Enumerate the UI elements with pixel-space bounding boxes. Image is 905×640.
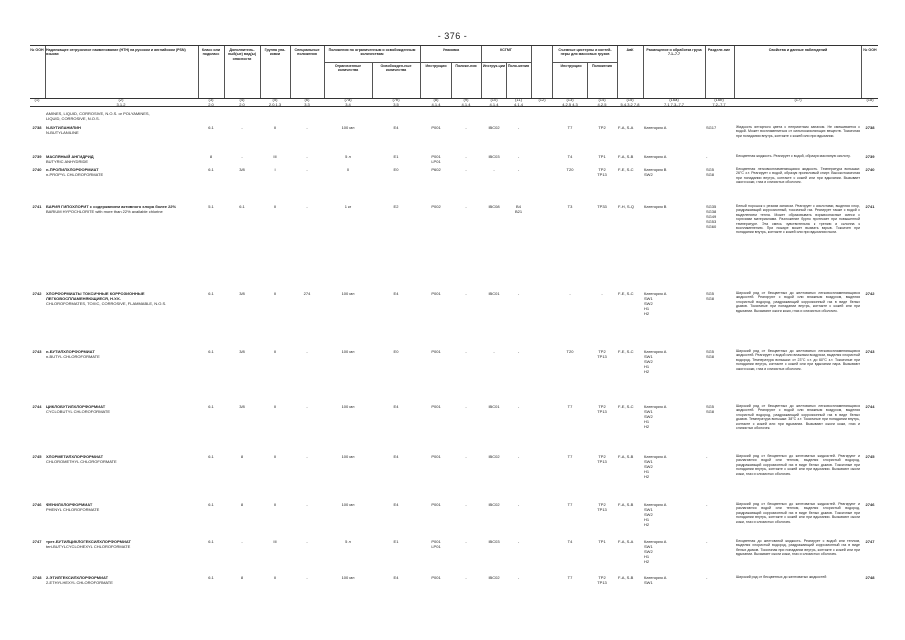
cell-un-number-right: 2742 bbox=[865, 291, 875, 296]
cell-packing-group: II bbox=[273, 454, 277, 459]
cell-tank-provisions: TP2 TP13 bbox=[597, 404, 607, 414]
cell-packing-instructions: P001 bbox=[431, 125, 441, 130]
cell-segregation: SG5 SG8 bbox=[706, 167, 715, 177]
cell-ibc-provisions: B4 B21 bbox=[514, 204, 523, 214]
cell-excepted-quantity: E4 bbox=[393, 125, 399, 130]
cell-special-provisions: - bbox=[306, 404, 308, 409]
cell-segregation: SG5 SG8 bbox=[706, 404, 715, 414]
col-17: (17) bbox=[794, 97, 802, 102]
cell-class: 6.1 bbox=[208, 404, 214, 409]
cell-ibc-instructions: IBC03 bbox=[488, 154, 500, 159]
cell-stowage: Категория A SW1 SW2 H1 H2 bbox=[644, 539, 667, 564]
cell-tank-provisions: TP33 bbox=[597, 204, 607, 209]
cell-packing-group: II bbox=[273, 291, 277, 296]
col-3: (3) 2.0 bbox=[208, 97, 214, 107]
col-18: (18) bbox=[866, 97, 874, 102]
cell-ems: F-E, S-C bbox=[618, 291, 634, 296]
cell-properties: Широкий ряд от бесцветных до желтоватых жидкостей. Реагируют и разлагаются водой или теплом, выделяя хлористый водород, раздражающий коррозионный газ в виде белых дымов. Токсичные при попадании внутрь, контакте с кожей или при вдыхании. Вызывают ожоги кожи, глаз и слизистых оболочек. bbox=[736, 502, 860, 524]
cell-class: 6.1 bbox=[208, 291, 214, 296]
cell-packing-instructions: P001 bbox=[431, 454, 441, 459]
cell-limited-quantity: 0 bbox=[346, 167, 350, 172]
cell-subsidiary-risk: 3/8 bbox=[239, 167, 245, 172]
cell-ibc-instructions: IBC02 bbox=[488, 454, 500, 459]
cell-properties: Белый порошок с резким запахом. Реагирует с кислотами, выделяя хлор, раздражающий коррозионный, токсичный газ. Реагирует также с водой с выделением тепла. Может образовывать взрывоопасные смеси с горючими материалами. Разложение бурно протекает при повышенной температуре. Эта смесь чувствительна к трению и склонна к воспламенению. При пожаре может вызвать взрыв. Токсичен при попадании внутрь, контакте с кожей или при вдыхании пыли. bbox=[736, 204, 860, 235]
cell-properties: Жидкость янтарного цвета с неприятным запахом. Не смешивается с водой. Может воспламениться от сильноокисляющих веществ. Токсичная при попадании внутрь, контакте с кожей или при вдыхании. bbox=[736, 125, 860, 138]
cell-un-number: 2742 bbox=[32, 291, 42, 296]
name-en: tert-BUTYLCYCLOHEXYL CHLOROFORMATE bbox=[46, 544, 131, 549]
cell-packing-provisions: - bbox=[465, 575, 467, 580]
col-16b: (16b) 7.2–7.7 bbox=[712, 97, 726, 107]
cell-packing-group: III bbox=[273, 539, 277, 544]
cell-packing-provisions: - bbox=[465, 539, 467, 544]
col-7b: (7b) 3.5 bbox=[392, 97, 400, 107]
cell-segregation: - bbox=[706, 575, 708, 580]
cell-segregation: SG35 SG38 SG49 SG53 SG60 bbox=[706, 204, 717, 229]
cell-ems: F-E, S-C bbox=[618, 349, 634, 354]
cell-limited-quantity: 100 мл bbox=[341, 404, 355, 409]
table-row bbox=[30, 502, 878, 538]
cell-stowage: Категория B SW2 bbox=[644, 167, 667, 177]
table-header bbox=[30, 45, 878, 99]
cell-segregation: - bbox=[706, 539, 708, 544]
cell-shipping-name bbox=[46, 291, 196, 306]
cell-packing-group: I bbox=[274, 167, 276, 172]
cell-excepted-quantity: E4 bbox=[393, 404, 399, 409]
cell-un-number: 2746 bbox=[32, 502, 42, 507]
table-row bbox=[30, 167, 878, 203]
table-row bbox=[30, 539, 878, 574]
name-ru: н-БУТИЛХЛОРФОРМИАТ bbox=[46, 349, 95, 354]
cell-ems: F-A, S-A bbox=[618, 125, 634, 130]
cell-tank-provisions: TP2 TP13 bbox=[597, 454, 607, 464]
cell-shipping-name bbox=[46, 154, 196, 164]
col-9: (9) 4.1.4 bbox=[461, 97, 471, 107]
cell-subsidiary-risk: 8 bbox=[240, 502, 244, 507]
cell-un-number-right: 2739 bbox=[865, 154, 875, 159]
cell-packing-group: II bbox=[273, 204, 277, 209]
cell-packing-provisions: - bbox=[465, 125, 467, 130]
cell-class: 6.1 bbox=[208, 502, 214, 507]
cell-packing-instructions: P001 bbox=[431, 349, 441, 354]
header-properties: Свойства и данные наблюдений bbox=[768, 48, 828, 52]
column-numbers bbox=[30, 97, 878, 107]
cell-excepted-quantity: E4 bbox=[393, 575, 399, 580]
cell-shipping-name bbox=[46, 349, 196, 359]
cell-ems: F-A, S-B bbox=[618, 154, 634, 159]
name-en: CHLOROFORMATES, TOXIC, CORROSIVE, FLAMMABLE, N.O.S. bbox=[46, 301, 167, 306]
cell-subsidiary-risk: 3/8 bbox=[239, 349, 245, 354]
cell-special-provisions: 274 bbox=[303, 291, 311, 296]
col-15: (15) 5.4.3.2 7.8 bbox=[620, 97, 640, 107]
cell-ems: F-A, S-A bbox=[618, 539, 634, 544]
col-5: (5) 2.0.1.3 bbox=[268, 97, 282, 107]
col-6: (6) 3.3 bbox=[304, 97, 310, 107]
cell-stowage: Категория А bbox=[644, 125, 667, 130]
cell-shipping-name bbox=[46, 204, 196, 214]
cell-segregation: - bbox=[706, 454, 708, 459]
cell-tank-instructions: T7 bbox=[567, 502, 573, 507]
cell-stowage: Категория A SW1 SW2 H1 H2 bbox=[644, 502, 667, 527]
cell-special-provisions: - bbox=[306, 204, 308, 209]
cell-packing-instructions: P001 bbox=[431, 575, 441, 580]
name-ru: ЦИКЛОБУТИЛХЛОРФОРМИАТ bbox=[46, 404, 106, 409]
cell-packing-instructions: P001 LP01 bbox=[431, 154, 441, 164]
cell-un-number: 2748 bbox=[32, 575, 42, 580]
cell-packing-provisions: - bbox=[465, 349, 467, 354]
cell-packing-group: II bbox=[273, 125, 277, 130]
name-en: 2-ETHYLHEXYL CHLOROFORMATE bbox=[46, 580, 113, 585]
cell-tank-provisions: TP2 TP13 bbox=[597, 575, 607, 585]
cell-packing-instructions: P001 bbox=[431, 404, 441, 409]
cell-stowage: Категория A SW1 SW2 H1 H2 bbox=[644, 291, 667, 316]
cell-packing-provisions: - bbox=[465, 454, 467, 459]
header-excepted-qty: Освобожден-ные количества bbox=[380, 64, 412, 73]
cell-limited-quantity: 100 мл bbox=[341, 349, 355, 354]
cell-stowage: Категория A SW1 SW2 H1 H2 bbox=[644, 454, 667, 479]
cell-limited-quantity: 100 мл bbox=[341, 291, 355, 296]
cell-packing-provisions: - bbox=[465, 404, 467, 409]
cell-segregation: - bbox=[706, 502, 708, 507]
cell-class: 6.1 bbox=[208, 125, 214, 130]
name-ru: н-ПРОПИЛХЛОРФОРМИАТ bbox=[46, 167, 99, 172]
cell-ibc-provisions: - bbox=[517, 454, 520, 459]
cell-ibc-provisions: - bbox=[517, 154, 520, 159]
cell-stowage: Категория B bbox=[644, 204, 667, 209]
name-en: BARIUM HYPOCHLORITE with more than 22% available chlorine bbox=[46, 209, 163, 214]
header-packing-provisions: Положе-ния bbox=[455, 64, 477, 68]
name-ru: ХЛОРФОРМИАТЫ ТОКСИЧНЫЕ КОРРОЗИОННЫЕ ЛЕГКОВОСПЛАМЕНЯЮЩИЕСЯ, Н.У.К. bbox=[46, 291, 145, 301]
table-row bbox=[30, 404, 878, 453]
table-row bbox=[30, 349, 878, 403]
cell-packing-provisions: - bbox=[465, 502, 467, 507]
cell-ems: F-A, S-B bbox=[618, 502, 634, 507]
cell-tank-instructions: T20 bbox=[566, 167, 574, 172]
cell-class: 6.1 bbox=[208, 454, 214, 459]
header-packaging: Упаковка bbox=[442, 48, 460, 52]
cell-special-provisions: - bbox=[306, 349, 308, 354]
continuation-name: AMINES, LIQUID, CORROSIVE, N.O.S. or POLYAMINES, LIQUID, CORROSIVE, N.O.S. bbox=[46, 111, 150, 121]
header-un-number: № ООН bbox=[30, 48, 44, 52]
cell-ibc-instructions: IBC08 bbox=[488, 204, 500, 209]
cell-limited-quantity: 100 мл bbox=[341, 454, 355, 459]
table-row bbox=[30, 291, 878, 348]
header-limited-qty: Ограниченные количества bbox=[334, 64, 362, 73]
cell-shipping-name bbox=[46, 454, 196, 464]
cell-ibc-instructions: IBC01 bbox=[488, 291, 500, 296]
cell-subsidiary-risk: 6.1 bbox=[239, 204, 245, 209]
col-8: (8) 4.1.4 bbox=[431, 97, 441, 107]
cell-tank-provisions: TP2 TP13 bbox=[597, 349, 607, 359]
name-ru: ФЕНИЛХЛОРФОРМИАТ bbox=[46, 502, 93, 507]
cell-packing-provisions: - bbox=[465, 154, 467, 159]
cell-excepted-quantity: E4 bbox=[393, 291, 399, 296]
cell-ems: F-A, S-B bbox=[618, 454, 634, 459]
cell-packing-group: II bbox=[273, 404, 277, 409]
cell-tank-instructions: - bbox=[569, 291, 571, 296]
cell-ibc-instructions: IBC02 bbox=[488, 575, 500, 580]
cell-un-number-right: 2741 bbox=[865, 204, 875, 209]
name-en: CYCLOBUTYL CHLOROFORMATE bbox=[46, 409, 111, 414]
cell-packing-instructions: P002 bbox=[431, 204, 441, 209]
cell-class: 6.1 bbox=[208, 167, 214, 172]
cell-subsidiary-risk: 3/8 bbox=[239, 291, 245, 296]
cell-stowage: Категория А bbox=[644, 154, 667, 159]
col-14: (14) 4.2.5 bbox=[597, 97, 607, 107]
name-ru: БАРИЯ ГИПОХЛОРИТ с содержанием активного хлора более 22% bbox=[46, 204, 177, 209]
cell-un-number-right: 2743 bbox=[865, 349, 875, 354]
header-tanks: Съемные цистерны и контей-неры для массовых грузов bbox=[558, 48, 612, 57]
cell-properties: Широкий ряд от бесцветных до желтоватых жидкостей bbox=[736, 575, 827, 579]
table-row bbox=[30, 454, 878, 501]
header-class: Класс или подкласс bbox=[201, 48, 221, 57]
cell-class: 6.1 bbox=[208, 349, 214, 354]
cell-ibc-provisions: - bbox=[517, 125, 520, 130]
header-ems: АвК bbox=[626, 48, 634, 52]
cell-shipping-name bbox=[46, 575, 196, 585]
cell-ems: F-A, S-B bbox=[618, 575, 634, 580]
table-row bbox=[30, 125, 878, 153]
header-packing-group: Группа упа-ковки bbox=[264, 48, 286, 57]
cell-un-number: 2738 bbox=[32, 125, 42, 130]
cell-ems: F-E, S-C bbox=[618, 167, 634, 172]
cell-properties: Широкий ряд от бесцветных до желтоватых легковоспламеняющихся жидкостей. Реагируют с водой или влажным воздухом, выделяя хлористый водород, раздражающий коррозионный газ в виде белых дымов. Токсичные при попадании внутрь, контакте с кожей или при вдыхании. Вызывают ожоги кожи, глаз и слизистых оболочек. bbox=[736, 291, 860, 313]
cell-packing-provisions: - bbox=[465, 204, 467, 209]
cell-shipping-name bbox=[46, 167, 196, 177]
cell-ibc-provisions: - bbox=[517, 575, 520, 580]
cell-segregation: SG5 SG8 bbox=[706, 291, 715, 301]
cell-limited-quantity: 5 л bbox=[345, 539, 351, 544]
cell-shipping-name bbox=[46, 502, 196, 512]
cell-un-number: 2740 bbox=[32, 167, 42, 172]
cell-packing-provisions: - bbox=[465, 167, 467, 172]
header-stowage: Размещение и обработка груза 7.1–7.7 bbox=[646, 48, 702, 57]
cell-ibc-provisions: - bbox=[517, 167, 520, 172]
cell-un-number: 2739 bbox=[32, 154, 42, 159]
col-1: (1) bbox=[34, 97, 40, 102]
name-en: n-BUTYL CHLOROFORMATE bbox=[46, 354, 100, 359]
cell-excepted-quantity: E0 bbox=[393, 167, 399, 172]
cell-packing-instructions: P001 bbox=[431, 502, 441, 507]
col-2: (2) 3.1.2 bbox=[116, 97, 126, 107]
cell-class: 8 bbox=[209, 154, 213, 159]
cell-un-number-right: 2745 bbox=[865, 454, 875, 459]
cell-tank-instructions: T3 bbox=[567, 204, 573, 209]
cell-properties: Широкий ряд от бесцветных до желтоватых легковоспламеняющихся жидкостей. Реагирует с водой или влажным воздухом, выделяя хлористый водород. Температура вспышки: от 23°C з.т. до 60°C з.т. Токсичные при попадании внутрь, контакте с кожей или при вдыхании пара. Вызывают ожоги кожи, глаз и слизистых оболочек. bbox=[736, 349, 860, 371]
cell-special-provisions: - bbox=[306, 502, 308, 507]
cell-ems: F-E, S-C bbox=[618, 404, 634, 409]
name-ru: ХЛОРМЕТИЛХЛОРФОРМИАТ bbox=[46, 454, 104, 459]
cell-ibc-provisions: - bbox=[517, 291, 520, 296]
cell-special-provisions: - bbox=[306, 454, 308, 459]
cell-shipping-name bbox=[46, 125, 196, 135]
cell-ibc-provisions: - bbox=[517, 349, 520, 354]
cell-un-number-right: 2746 bbox=[865, 502, 875, 507]
cell-excepted-quantity: E1 bbox=[393, 154, 399, 159]
cell-tank-instructions: T4 bbox=[567, 154, 573, 159]
cell-tank-instructions: T7 bbox=[567, 404, 573, 409]
cell-un-number-right: 2747 bbox=[865, 539, 875, 544]
col-12: (12) bbox=[538, 97, 546, 102]
cell-packing-group: II bbox=[273, 502, 277, 507]
cell-packing-instructions: P001 bbox=[431, 291, 441, 296]
cell-ibc-instructions: IBC01 bbox=[488, 404, 500, 409]
cell-ibc-instructions: IBC02 bbox=[488, 125, 500, 130]
cell-un-number-right: 2740 bbox=[865, 167, 875, 172]
cell-un-number-right: 2738 bbox=[865, 125, 875, 130]
header-tank-provisions: Положения bbox=[591, 64, 613, 68]
cell-tank-provisions: TP2 bbox=[598, 125, 606, 130]
name-en: n-PROPYL CHLOROFORMATE bbox=[46, 172, 104, 177]
cell-class: 6.1 bbox=[208, 539, 214, 544]
header-un-number-right: № ООН bbox=[863, 48, 877, 52]
cell-special-provisions: - bbox=[306, 154, 308, 159]
cell-segregation: SG17 bbox=[706, 125, 717, 130]
header-limited-quantities: Положения по ограниченным и освобожденным количествам bbox=[328, 48, 416, 57]
cell-class: 6.1 bbox=[208, 575, 214, 580]
cell-un-number: 2741 bbox=[32, 204, 42, 209]
cell-tank-provisions: TP2 TP13 bbox=[597, 502, 607, 512]
cell-subsidiary-risk: 8 bbox=[240, 454, 244, 459]
cell-tank-provisions: - bbox=[601, 291, 603, 296]
col-13: (13) 4.2.5 4.3 bbox=[562, 97, 578, 107]
header-special-provisions: Специальные положения bbox=[294, 48, 320, 57]
cell-ems: F-H, S-Q bbox=[618, 204, 634, 209]
cell-segregation: - bbox=[706, 154, 708, 159]
cell-ibc-instructions: IBC03 bbox=[488, 539, 500, 544]
cell-subsidiary-risk: - bbox=[241, 154, 243, 159]
cell-un-number: 2745 bbox=[32, 454, 42, 459]
cell-subsidiary-risk: 8 bbox=[240, 575, 244, 580]
cell-excepted-quantity: E2 bbox=[393, 204, 399, 209]
cell-un-number: 2744 bbox=[32, 404, 42, 409]
cell-class: 5.1 bbox=[208, 204, 214, 209]
name-en: PHENYL CHLOROFORMATE bbox=[46, 507, 100, 512]
cell-packing-group: II bbox=[273, 349, 277, 354]
cell-un-number-right: 2744 bbox=[865, 404, 875, 409]
cell-tank-instructions: T20 bbox=[566, 349, 574, 354]
cell-packing-instructions: P602 bbox=[431, 167, 441, 172]
cell-subsidiary-risk: - bbox=[241, 539, 243, 544]
cell-ibc-provisions: - bbox=[517, 539, 520, 544]
cell-stowage: Категория A SW1 bbox=[644, 575, 667, 585]
table-row bbox=[30, 204, 878, 290]
name-en: BUTYRIC ANHYDRIDE bbox=[46, 159, 89, 164]
continuation-row bbox=[30, 111, 878, 123]
header-shipping-name: Надлежащее отгрузочное наименование (НТН) на русском и английском (PSN) языках bbox=[46, 48, 186, 57]
col-4: (4) 2.0 bbox=[239, 97, 245, 107]
col-16a: (16a) 7.1 7.3–7.7 bbox=[663, 97, 685, 107]
cell-tank-instructions: T4 bbox=[567, 539, 573, 544]
cell-excepted-quantity: E4 bbox=[393, 454, 399, 459]
cell-limited-quantity: 1 кг bbox=[344, 204, 352, 209]
cell-excepted-quantity: E0 bbox=[393, 349, 399, 354]
header-ibc-provisions: Поло-жения bbox=[507, 64, 530, 68]
cell-subsidiary-risk: - bbox=[241, 125, 243, 130]
cell-tank-provisions: TP2 TP13 bbox=[597, 167, 607, 177]
cell-ibc-provisions: - bbox=[517, 404, 520, 409]
cell-properties: Бесцветная жидкость. Реагирует с водой, образуя масляную кислоту. bbox=[736, 154, 851, 158]
cell-shipping-name bbox=[46, 404, 196, 414]
cell-special-provisions: - bbox=[306, 575, 308, 580]
name-ru: трет-БУТИЛЦИКЛОГЕКСИЛХЛОРФОРМИАТ bbox=[46, 539, 131, 544]
cell-subsidiary-risk: 3/8 bbox=[239, 404, 245, 409]
cell-tank-instructions: T7 bbox=[567, 454, 573, 459]
cell-shipping-name bbox=[46, 539, 196, 549]
cell-tank-provisions: TP1 bbox=[598, 154, 606, 159]
cell-special-provisions: - bbox=[306, 125, 308, 130]
cell-ibc-instructions: IBC02 bbox=[488, 502, 500, 507]
cell-un-number: 2743 bbox=[32, 349, 42, 354]
name-ru: N-БУТИЛАНИЛИН bbox=[46, 125, 81, 130]
cell-limited-quantity: 100 мл bbox=[341, 575, 355, 580]
col-10: (10) 4.1.4 bbox=[489, 97, 499, 107]
cell-packing-instructions: P001 LP01 bbox=[431, 539, 441, 549]
cell-packing-group: III bbox=[273, 154, 277, 159]
col-11: (11) 4.1.4 bbox=[514, 97, 523, 107]
cell-un-number: 2747 bbox=[32, 539, 42, 544]
table-row bbox=[30, 575, 878, 595]
cell-tank-provisions: TP1 bbox=[598, 539, 606, 544]
cell-stowage: Категория A SW1 SW2 H1 H2 bbox=[644, 349, 667, 374]
cell-excepted-quantity: E4 bbox=[393, 502, 399, 507]
cell-segregation: SG5 SG8 bbox=[706, 349, 715, 359]
cell-stowage: Категория A SW1 SW2 H1 H2 bbox=[644, 404, 667, 429]
dangerous-goods-table bbox=[30, 45, 878, 609]
header-subsidiary-risk: Дополнитель-ный(ые) вид(ы) опасности bbox=[227, 48, 257, 61]
header-tank-instructions: Инструкции bbox=[560, 64, 582, 68]
table-row bbox=[30, 154, 878, 166]
cell-properties: Широкий ряд от бесцветных до желтоватых легковоспламеняющихся жидкостей. Реагируют с водой или влажным воздухом, выделяя хлористый водород, раздражающий коррозионный газ в виде белых дымов. Температура вспышки: 38°C з.т. Токсичные при попадании внутрь, контакте с кожей или при вдыхании. Вызывают ожоги кожи, глаз и слизистых оболочек. bbox=[736, 404, 860, 431]
header-ibc-instructions: Инструк-ции bbox=[482, 64, 506, 68]
cell-limited-quantity: 100 мл bbox=[341, 502, 355, 507]
cell-special-provisions: - bbox=[306, 167, 308, 172]
name-en: CHLOROMETHYL CHLOROFORMATE bbox=[46, 459, 117, 464]
cell-tank-instructions: T7 bbox=[567, 575, 573, 580]
cell-properties: Широкий ряд от бесцветных до желтоватых жидкостей. Реагируют и разлагаются водой или теплом, выделяя хлористый водород, раздражающий коррозионный газ в виде белых дымов. Токсичные при попадании внутрь, контакте с кожей или при вдыхании. Вызывают ожоги кожи, глаз и слизистых оболочек. bbox=[736, 454, 860, 476]
header-segregation: Разделе-ние bbox=[707, 48, 731, 52]
cell-ibc-instructions: - bbox=[493, 349, 495, 354]
cell-limited-quantity: 5 л bbox=[345, 154, 351, 159]
header-packing-instructions: Инструкции bbox=[425, 64, 447, 68]
cell-special-provisions: - bbox=[306, 539, 308, 544]
col-7a: (7a) 3.4 bbox=[344, 97, 352, 107]
name-en: N-BUTYLANILINE bbox=[46, 130, 79, 135]
name-ru: 2-ЭТИЛГЕКСИЛХЛОРФОРМИАТ bbox=[46, 575, 109, 580]
cell-ibc-instructions: - bbox=[493, 167, 495, 172]
cell-properties: Бесцветная легковоспламеняющаяся жидкость. Температура вспышки: 26°C з.т. Реагирует с водой, образуя пропиловый спирт. Высокотоксичная при попадании внутрь, контакте с кожей или при вдыхании. Вызывает ожоги кожи, глаз и слизистых оболочек. bbox=[736, 167, 860, 185]
cell-packing-group: II bbox=[273, 575, 277, 580]
cell-tank-instructions: T7 bbox=[567, 125, 573, 130]
cell-properties: Бесцветная до желтоватой жидкость. Реагирует с водой или теплом, выделяя хлористый водород, раздражающий коррозионный газ в виде белых дымов. Токсичная при попадании внутрь, контакте с кожей или при вдыхании. Вызывает ожоги кожи, глаз и слизистых оболочек. bbox=[736, 539, 860, 557]
cell-ibc-provisions: - bbox=[517, 502, 520, 507]
page-number: - 376 - bbox=[437, 31, 468, 41]
cell-excepted-quantity: E1 bbox=[393, 539, 399, 544]
cell-limited-quantity: 100 мл bbox=[341, 125, 355, 130]
name-ru: МАСЛЯНЫЙ АНГИДРИД bbox=[46, 154, 94, 159]
header-ibc: КСГМГ bbox=[500, 48, 512, 52]
cell-packing-provisions: - bbox=[465, 291, 467, 296]
cell-un-number-right: 2748 bbox=[865, 575, 875, 580]
